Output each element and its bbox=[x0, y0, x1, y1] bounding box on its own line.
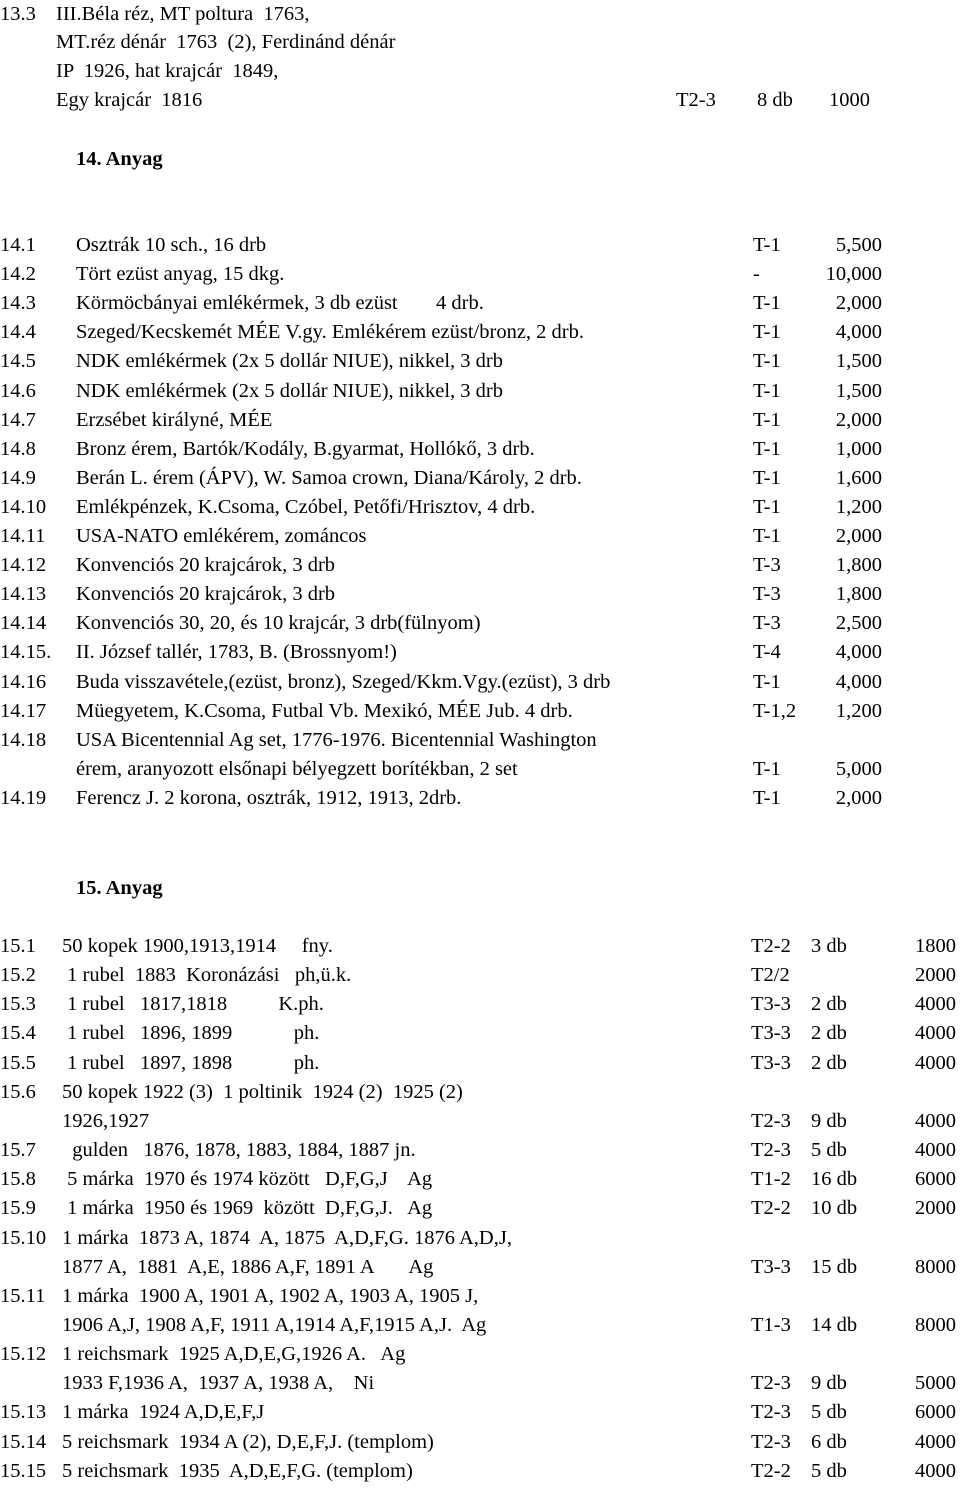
lot-row bbox=[0, 755, 960, 783]
lot-description: 1 rubel 1896, 1899 ph. bbox=[62, 1022, 320, 1044]
lot-row bbox=[0, 289, 960, 317]
lot-number: 15.2 bbox=[0, 964, 36, 986]
lot-number: 14.2 bbox=[0, 263, 36, 285]
lot-quantity: 2 db bbox=[811, 1022, 847, 1044]
lot-description: 50 kopek 1900,1913,1914 fny. bbox=[62, 935, 333, 957]
lot-row bbox=[0, 464, 960, 492]
lot-price: 5,000 bbox=[835, 758, 882, 780]
lot-number: 15.12 bbox=[0, 1343, 47, 1365]
lot-description: Osztrák 10 sch., 16 drb bbox=[76, 234, 267, 256]
lot-row bbox=[0, 1457, 960, 1485]
lot-description: 1 rubel 1897, 1898 ph. bbox=[62, 1052, 320, 1074]
lot-description: gulden 1876, 1878, 1883, 1884, 1887 jn. bbox=[62, 1139, 416, 1161]
lot-price: 4000 bbox=[915, 1110, 956, 1132]
lot-description: Ferencz J. 2 korona, osztrák, 1912, 1913, 2drb. bbox=[76, 787, 462, 809]
lot-row bbox=[0, 1340, 960, 1368]
lot-description: Buda visszavétele,(ezüst, bronz), Szeged/Kkm.Vgy.(ezüst), 3 drb bbox=[76, 671, 611, 693]
lot-extra: 4 drb. bbox=[436, 292, 484, 314]
lot-row bbox=[0, 551, 960, 579]
lot-quantity: 9 db bbox=[811, 1110, 847, 1132]
lot-description: Bronz érem, Bartók/Kodály, B.gyarmat, Hollókő, 3 drb. bbox=[76, 438, 535, 460]
lot-grade: T2-2 bbox=[751, 1460, 791, 1482]
lot-description: 1 rubel 1883 Koronázási ph,ü.k. bbox=[62, 964, 352, 986]
lot-row bbox=[0, 932, 960, 960]
lot-price: 1800 bbox=[915, 935, 956, 957]
lot-number: 14.12 bbox=[0, 554, 47, 576]
lot-number: 14.16 bbox=[0, 671, 47, 693]
lot-number: 14.5 bbox=[0, 350, 36, 372]
lot-description: NDK emlékérmek (2x 5 dollár NIUE), nikkel, 3 drb bbox=[76, 380, 503, 402]
lot-number: 14.15. bbox=[0, 641, 52, 663]
lot-price: 1,500 bbox=[835, 380, 882, 402]
lot-row bbox=[0, 990, 960, 1018]
lot-number: 14.10 bbox=[0, 496, 47, 518]
lot-price: 4,000 bbox=[835, 321, 882, 343]
lot-row bbox=[0, 580, 960, 608]
lot-grade: T-1 bbox=[753, 380, 781, 402]
section-14-heading bbox=[0, 145, 960, 173]
lot-description: 1906 A,J, 1908 A,F, 1911 A,1914 A,F,1915 A,J. Ag bbox=[62, 1314, 487, 1336]
lot-number: 14.8 bbox=[0, 438, 36, 460]
lot-price: 6000 bbox=[915, 1401, 956, 1423]
lot-grade: T3-3 bbox=[751, 1022, 791, 1044]
lot-quantity: 5 db bbox=[811, 1460, 847, 1482]
lot-number: 14.14 bbox=[0, 612, 47, 634]
lot-price: 2,000 bbox=[835, 292, 882, 314]
lot-description: Körmöcbányai emlékérmek, 3 db ezüst bbox=[76, 292, 398, 314]
lot-description: 5 reichsmark 1934 A (2), D,E,F,J. (templom) bbox=[62, 1431, 434, 1453]
lot-grade: T2-3 bbox=[676, 89, 716, 111]
lot-quantity: 10 db bbox=[811, 1197, 858, 1219]
lot-number: 14.4 bbox=[0, 321, 36, 343]
lot-price: 10,000 bbox=[825, 263, 882, 285]
lot-number: 15.7 bbox=[0, 1139, 36, 1161]
lot-number: 15.3 bbox=[0, 993, 36, 1015]
lot-price: 2,500 bbox=[835, 612, 882, 634]
lot-13-3-line-3 bbox=[0, 57, 960, 85]
lot-price: 2,000 bbox=[835, 409, 882, 431]
lot-row bbox=[0, 347, 960, 375]
lot-price: 1,600 bbox=[835, 467, 882, 489]
lot-description: 1 márka 1873 A, 1874 A, 1875 A,D,F,G. 1876 A,D,J, bbox=[62, 1227, 512, 1249]
lot-row bbox=[0, 522, 960, 550]
lot-price: 2,000 bbox=[835, 525, 882, 547]
lot-quantity: 2 db bbox=[811, 1052, 847, 1074]
lot-description: 1 rubel 1817,1818 K.ph. bbox=[62, 993, 324, 1015]
lot-price: 2,000 bbox=[835, 787, 882, 809]
lot-row bbox=[0, 1107, 960, 1135]
lot-row bbox=[0, 1136, 960, 1164]
lot-number: 14.11 bbox=[0, 525, 46, 547]
lot-description: 50 kopek 1922 (3) 1 poltinik 1924 (2) 1925 (2) bbox=[62, 1081, 463, 1103]
lot-price: 8000 bbox=[915, 1256, 956, 1278]
lot-price: 4000 bbox=[915, 1431, 956, 1453]
lot-grade: T-1 bbox=[753, 350, 781, 372]
lot-row bbox=[0, 726, 960, 754]
section-title: 14. Anyag bbox=[76, 148, 163, 170]
section-title: 15. Anyag bbox=[76, 877, 163, 899]
lot-description: 1933 F,1936 A, 1937 A, 1938 A, Ni bbox=[62, 1372, 375, 1394]
lot-quantity: 16 db bbox=[811, 1168, 858, 1190]
lot-quantity: 15 db bbox=[811, 1256, 858, 1278]
lot-grade: T-3 bbox=[753, 583, 781, 605]
lot-row bbox=[0, 435, 960, 463]
lot-description: 1926,1927 bbox=[62, 1110, 150, 1132]
lot-number: 14.3 bbox=[0, 292, 36, 314]
lot-number: 14.9 bbox=[0, 467, 36, 489]
lot-row bbox=[0, 1078, 960, 1106]
lot-description: 1 márka 1924 A,D,E,F,J bbox=[62, 1401, 265, 1423]
lot-row bbox=[0, 961, 960, 989]
lot-description: MT.réz dénár 1763 (2), Ferdinánd dénár bbox=[56, 31, 396, 53]
lot-grade: T-1 bbox=[753, 787, 781, 809]
lot-number: 15.9 bbox=[0, 1197, 36, 1219]
lot-price: 5000 bbox=[915, 1372, 956, 1394]
lot-description: 1 márka 1950 és 1969 között D,F,G,J. Ag bbox=[62, 1197, 433, 1219]
lot-row bbox=[0, 231, 960, 259]
lot-price: 1,800 bbox=[835, 554, 882, 576]
lot-grade: T2-3 bbox=[751, 1110, 791, 1132]
lot-number: 15.10 bbox=[0, 1227, 47, 1249]
lot-number: 15.1 bbox=[0, 935, 36, 957]
lot-row bbox=[0, 668, 960, 696]
lot-description: Szeged/Kecskemét MÉE V.gy. Emlékérem ezüst/bronz, 2 drb. bbox=[76, 321, 584, 343]
lot-number: 14.17 bbox=[0, 700, 47, 722]
lot-price: 4000 bbox=[915, 1460, 956, 1482]
lot-grade: T-1 bbox=[753, 758, 781, 780]
lot-number: 14.18 bbox=[0, 729, 47, 751]
lot-grade: T-1 bbox=[753, 321, 781, 343]
lot-description: II. József tallér, 1783, B. (Brossnyom!) bbox=[76, 641, 397, 663]
lot-price: 4,000 bbox=[835, 641, 882, 663]
lot-grade: T2/2 bbox=[751, 964, 790, 986]
lot-description: Erzsébet királyné, MÉE bbox=[76, 409, 273, 431]
lot-grade: T-1 bbox=[753, 234, 781, 256]
lot-description: Konvenciós 20 krajcárok, 3 drb bbox=[76, 554, 336, 576]
lot-number: 15.11 bbox=[0, 1285, 46, 1307]
lot-description: Egy krajcár 1816 bbox=[56, 89, 203, 111]
lot-description: 5 reichsmark 1935 A,D,E,F,G. (templom) bbox=[62, 1460, 413, 1482]
lot-description: USA Bicentennial Ag set, 1776-1976. Bicentennial Washington bbox=[76, 729, 597, 751]
lot-quantity: 6 db bbox=[811, 1431, 847, 1453]
lot-grade: T2-3 bbox=[751, 1139, 791, 1161]
lot-number: 15.4 bbox=[0, 1022, 36, 1044]
lot-row bbox=[0, 318, 960, 346]
lot-price: 4000 bbox=[915, 1022, 956, 1044]
lot-grade: T3-3 bbox=[751, 1256, 791, 1278]
lot-grade: - bbox=[753, 263, 760, 285]
lot-grade: T-3 bbox=[753, 612, 781, 634]
lot-number: 14.7 bbox=[0, 409, 36, 431]
lot-price: 1,800 bbox=[835, 583, 882, 605]
lot-quantity: 8 db bbox=[757, 89, 793, 111]
lot-quantity: 5 db bbox=[811, 1139, 847, 1161]
lot-grade: T1-3 bbox=[751, 1314, 791, 1336]
lot-price: 2000 bbox=[915, 1197, 956, 1219]
lot-13-3-line-4 bbox=[0, 86, 960, 114]
lot-price: 2000 bbox=[915, 964, 956, 986]
lot-grade: T-1 bbox=[753, 438, 781, 460]
lot-number: 15.15 bbox=[0, 1460, 47, 1482]
lot-description: Tört ezüst anyag, 15 dkg. bbox=[76, 263, 285, 285]
lot-grade: T2-2 bbox=[751, 935, 791, 957]
lot-number: 15.8 bbox=[0, 1168, 36, 1190]
lot-quantity: 9 db bbox=[811, 1372, 847, 1394]
lot-description: Emlékpénzek, K.Csoma, Czóbel, Petőfi/Hrisztov, 4 drb. bbox=[76, 496, 536, 518]
lot-description: Konvenciós 20 krajcárok, 3 drb bbox=[76, 583, 336, 605]
lot-number: 14.19 bbox=[0, 787, 47, 809]
lot-row bbox=[0, 638, 960, 666]
lot-price: 4000 bbox=[915, 1139, 956, 1161]
lot-row bbox=[0, 1049, 960, 1077]
lot-price: 1,500 bbox=[835, 350, 882, 372]
lot-row bbox=[0, 1311, 960, 1339]
lot-row bbox=[0, 260, 960, 288]
lot-row bbox=[0, 1428, 960, 1456]
lot-grade: T-1 bbox=[753, 525, 781, 547]
lot-price: 5,500 bbox=[835, 234, 882, 256]
lot-grade: T-1 bbox=[753, 467, 781, 489]
lot-row bbox=[0, 1194, 960, 1222]
lot-quantity: 3 db bbox=[811, 935, 847, 957]
lot-number: 15.6 bbox=[0, 1081, 36, 1103]
lot-grade: T2-3 bbox=[751, 1401, 791, 1423]
lot-number: 14.1 bbox=[0, 234, 36, 256]
lot-description: IP 1926, hat krajcár 1849, bbox=[56, 60, 279, 82]
lot-description: Müegyetem, K.Csoma, Futbal Vb. Mexikó, MÉE Jub. 4 drb. bbox=[76, 700, 573, 722]
lot-description: NDK emlékérmek (2x 5 dollár NIUE), nikkel, 3 drb bbox=[76, 350, 503, 372]
lot-row bbox=[0, 1282, 960, 1310]
lot-row bbox=[0, 1165, 960, 1193]
lot-grade: T2-3 bbox=[751, 1431, 791, 1453]
lot-number: 14.13 bbox=[0, 583, 47, 605]
lot-row bbox=[0, 1224, 960, 1252]
lot-price: 1,200 bbox=[835, 496, 882, 518]
lot-quantity: 5 db bbox=[811, 1401, 847, 1423]
lot-grade: T3-3 bbox=[751, 1052, 791, 1074]
lot-row bbox=[0, 377, 960, 405]
lot-row bbox=[0, 406, 960, 434]
lot-row bbox=[0, 1019, 960, 1047]
lot-grade: T-1 bbox=[753, 409, 781, 431]
lot-quantity: 14 db bbox=[811, 1314, 858, 1336]
lot-price: 6000 bbox=[915, 1168, 956, 1190]
lot-number: 15.5 bbox=[0, 1052, 36, 1074]
lot-grade: T2-3 bbox=[751, 1372, 791, 1394]
lot-description: III.Béla réz, MT poltura 1763, bbox=[56, 3, 310, 25]
lot-price: 8000 bbox=[915, 1314, 956, 1336]
lot-description: 1 márka 1900 A, 1901 A, 1902 A, 1903 A, 1905 J, bbox=[62, 1285, 479, 1307]
lot-price: 1000 bbox=[829, 89, 870, 111]
lot-13-3-line-2 bbox=[0, 28, 960, 56]
lot-grade: T1-2 bbox=[751, 1168, 791, 1190]
lot-description: 5 márka 1970 és 1974 között D,F,G,J Ag bbox=[62, 1168, 433, 1190]
lot-description: 1 reichsmark 1925 A,D,E,G,1926 A. Ag bbox=[62, 1343, 406, 1365]
lot-grade: T-1 bbox=[753, 496, 781, 518]
lot-13-3-line-1 bbox=[0, 0, 960, 28]
section-15-heading bbox=[0, 874, 960, 902]
lot-description: Berán L. érem (ÁPV), W. Samoa crown, Diana/Károly, 2 drb. bbox=[76, 467, 582, 489]
lot-grade: T-3 bbox=[753, 554, 781, 576]
lot-row bbox=[0, 1398, 960, 1426]
lot-number: 14.6 bbox=[0, 380, 36, 402]
lot-grade: T-1 bbox=[753, 292, 781, 314]
lot-price: 1,200 bbox=[835, 700, 882, 722]
lot-number: 13.3 bbox=[0, 3, 36, 25]
lot-description: 1877 A, 1881 A,E, 1886 A,F, 1891 A Ag bbox=[62, 1256, 434, 1278]
lot-price: 4000 bbox=[915, 1052, 956, 1074]
lot-row bbox=[0, 609, 960, 637]
lot-row bbox=[0, 1369, 960, 1397]
lot-description: USA-NATO emlékérem, zománcos bbox=[76, 525, 367, 547]
lot-number: 15.14 bbox=[0, 1431, 47, 1453]
lot-row bbox=[0, 697, 960, 725]
lot-row bbox=[0, 493, 960, 521]
lot-quantity: 2 db bbox=[811, 993, 847, 1015]
lot-description: érem, aranyozott elsőnapi bélyegzett borítékban, 2 set bbox=[76, 758, 518, 780]
lot-row bbox=[0, 1253, 960, 1281]
lot-price: 1,000 bbox=[835, 438, 882, 460]
lot-grade: T2-2 bbox=[751, 1197, 791, 1219]
lot-grade: T-1 bbox=[753, 671, 781, 693]
lot-grade: T-4 bbox=[753, 641, 781, 663]
lot-grade: T-1,2 bbox=[753, 700, 797, 722]
lot-grade: T3-3 bbox=[751, 993, 791, 1015]
lot-price: 4,000 bbox=[835, 671, 882, 693]
lot-price: 4000 bbox=[915, 993, 956, 1015]
lot-description: Konvenciós 30, 20, és 10 krajcár, 3 drb(fülnyom) bbox=[76, 612, 481, 634]
lot-row bbox=[0, 784, 960, 812]
lot-number: 15.13 bbox=[0, 1401, 47, 1423]
